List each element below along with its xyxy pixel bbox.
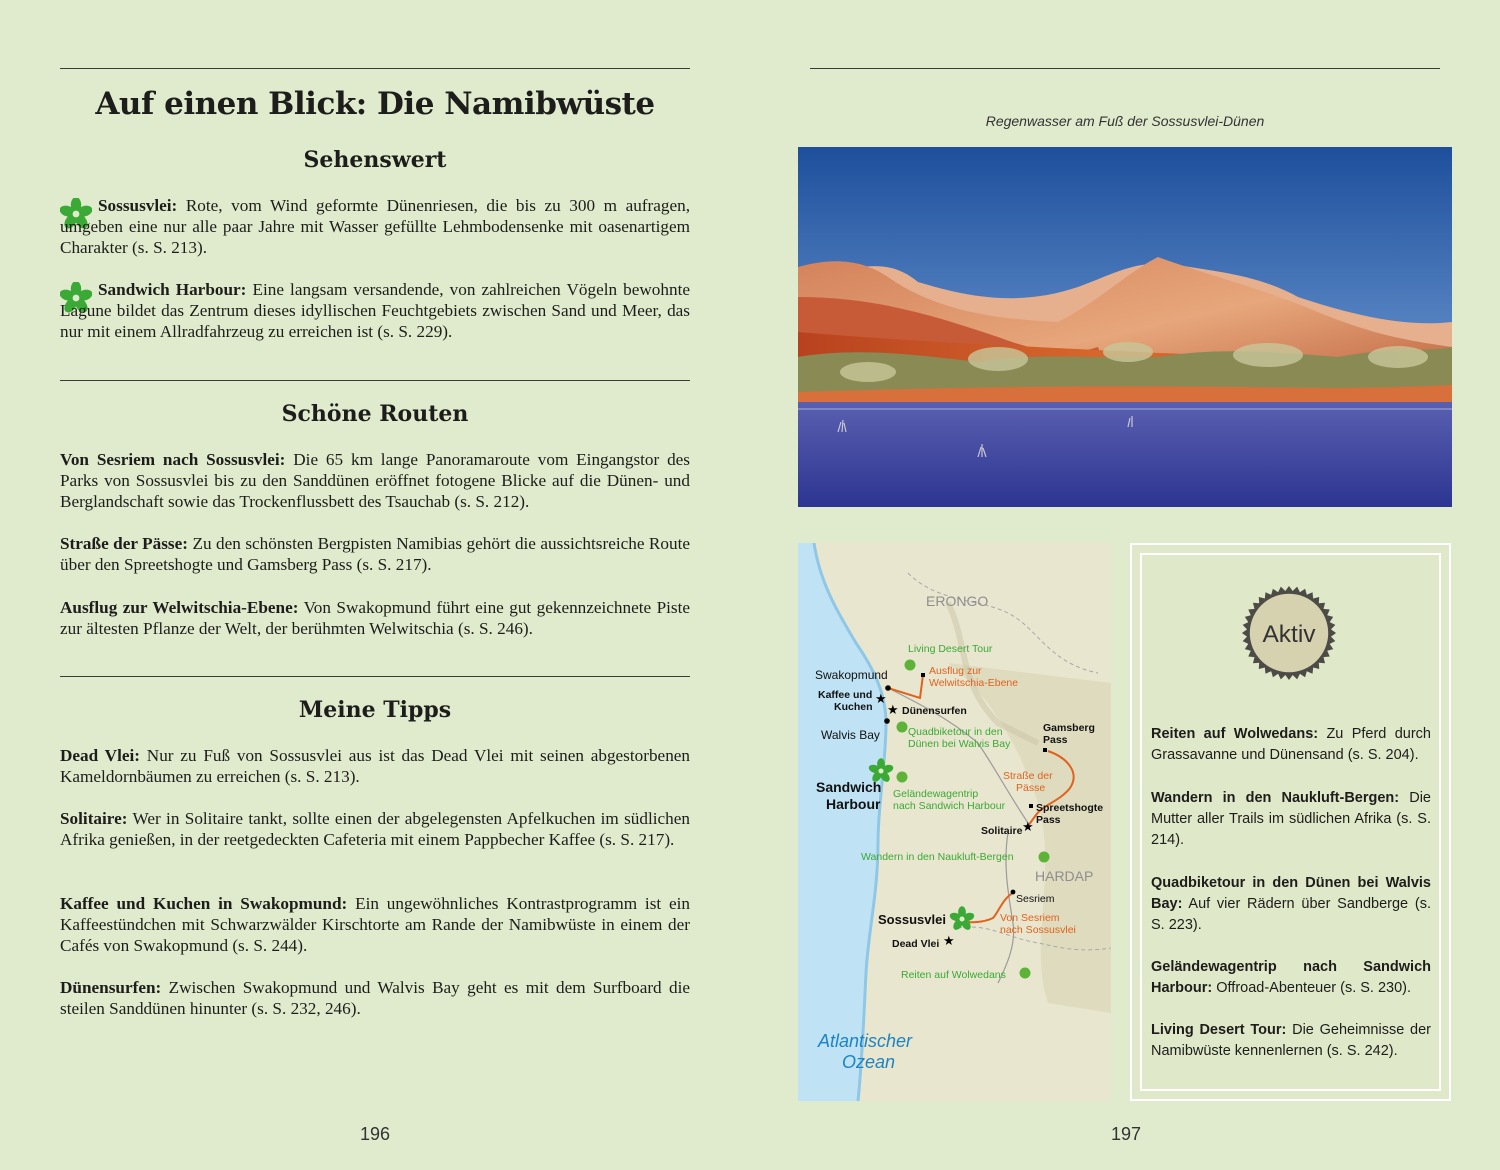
svg-text:★: ★ xyxy=(875,691,887,706)
item-text: Die 65 km lange Panoramaroute vom Eingangstor des Parks von Sossusvlei bis zu den Sanddünen eröffnet fotogene Blicke auf die Dünen- und Berglandschaft sowie das Trockenflussbett des Tsauchab (s. S. 212). xyxy=(60,450,690,511)
label-ocean-1: Atlantischer xyxy=(818,1031,913,1051)
label-strasse-2: Pässe xyxy=(1016,782,1046,794)
item-term: Living Desert Tour: xyxy=(1151,1022,1287,1038)
item-text: Auf vier Rädern über Sandberge (s. S. 223). xyxy=(1151,896,1431,933)
label-walvis-bay: Walvis Bay xyxy=(821,728,880,742)
label-naukluft: Wandern in den Naukluft-Bergen xyxy=(861,851,1014,863)
label-spreetshogte-2: Pass xyxy=(1036,814,1061,826)
label-gelaende-2: nach Sandwich Harbour xyxy=(893,800,1006,812)
item-text: Ein ungewöhnliches Kontrastprogramm ist ein Kaffeestündchen mit Schwarzwälder Kirschtorte am Rande der Namibwüste in einem der Cafés von Swakopmund (s. S. 244). xyxy=(60,894,690,955)
item-term: Ausflug zur Welwitschia-Ebene: xyxy=(60,598,299,617)
label-erongo: ERONGO xyxy=(926,593,989,609)
label-hardap: HARDAP xyxy=(1035,868,1094,884)
label-ocean-2: Ozean xyxy=(842,1052,896,1072)
dune-photo xyxy=(798,147,1452,507)
badge-label: Aktiv xyxy=(1262,620,1316,648)
heading-sehenswert: Sehenswert xyxy=(303,147,447,173)
item-text: Zwischen Swakopmund und Walvis Bay geht es mit dem Surfboard die steilen Sanddünen hinunter (s. S. 232, 246). xyxy=(60,978,690,1018)
heading-meine-tipps: Meine Tipps xyxy=(298,697,452,723)
item-text: Die Mutter aller Trails im südlichen Afrika (s. S. 214). xyxy=(1151,790,1431,848)
dot-gelaende xyxy=(897,772,908,783)
label-kaffee-2: Kuchen xyxy=(834,701,873,713)
label-dead-vlei: Dead Vlei xyxy=(892,938,940,950)
tipp-item xyxy=(60,893,690,956)
aktiv-badge xyxy=(1240,584,1338,682)
section-rule xyxy=(60,380,690,381)
svg-text:★: ★ xyxy=(943,933,955,948)
label-sesriem: Sesriem xyxy=(1016,893,1055,905)
item-term: Reiten auf Wolwedans: xyxy=(1151,726,1319,742)
pan-water xyxy=(798,402,1452,507)
route-item xyxy=(60,533,690,575)
item-term: Dead Vlei: xyxy=(60,746,140,765)
item-term: Quadbiketour in den Dünen bei Walvis Bay: xyxy=(1151,875,1431,912)
aktiv-item xyxy=(1151,873,1431,936)
item-text: Von Swakopmund führt eine gut gekennzeichnete Piste zur ältesten Pflanze der Welt, der berühmten Welwitschia (s. S. 246). xyxy=(60,598,690,638)
item-text: Zu Pferd durch Grassavanne und Dünensand (s. S. 204). xyxy=(1151,726,1431,763)
label-duenensurfen: Dünensurfen xyxy=(902,705,967,717)
top-rule-right xyxy=(810,68,1440,69)
item-text: Zu den schönsten Bergpisten Namibias gehört die aussichtsreiche Route über den Spreetshogte und Gamsberg Pass (s. S. 217). xyxy=(60,534,690,574)
tipp-item xyxy=(60,745,690,787)
label-sandwich-1: Sandwich xyxy=(816,779,882,795)
region-map xyxy=(798,543,1111,1101)
label-von-sesriem-1: Von Sesriem xyxy=(1000,912,1060,924)
item-term: Dünensurfen: xyxy=(60,978,162,997)
route-item xyxy=(60,449,690,512)
dot-quadbike xyxy=(897,722,908,733)
item-term: Straße der Pässe: xyxy=(60,534,188,553)
dot-naukluft xyxy=(1039,852,1050,863)
page-number-right: 197 xyxy=(1111,1124,1142,1144)
photo-caption: Regenwasser am Fuß der Sossusvlei-Dünen xyxy=(985,113,1265,129)
page-title: Auf einen Blick: Die Namibwüste xyxy=(95,86,655,122)
svg-text:★: ★ xyxy=(887,702,899,717)
svg-text:★: ★ xyxy=(1022,819,1034,834)
label-gamsberg-1: Gamsberg xyxy=(1043,722,1095,734)
label-sossusvlei: Sossusvlei xyxy=(878,912,946,927)
aktiv-item xyxy=(1151,1020,1431,1062)
label-quad-1: Quadbiketour in den xyxy=(908,726,1003,738)
aktiv-item xyxy=(1151,788,1431,851)
item-text: Rote, vom Wind geformte Dünenriesen, die bis zu 300 m aufragen, umgeben eine nur alle paar Jahre mit Wasser gefüllte Lehmbodensenke mit oasenartigem Charakter (s. S. 213). xyxy=(60,196,690,257)
label-wolwedans: Reiten auf Wolwedans xyxy=(901,969,1006,981)
label-solitaire: Solitaire xyxy=(981,825,1023,837)
item-term: Solitaire: xyxy=(60,809,128,828)
route-item xyxy=(60,597,690,639)
sehenswert-item-sandwich-harbour xyxy=(60,279,690,342)
item-text: Offroad-Abenteuer (s. S. 230). xyxy=(1212,980,1412,996)
item-text: Nur zu Fuß von Sossusvlei aus ist das Dead Vlei mit seinen abgestorbenen Kameldornbäumen zu erreichen (s. S. 213). xyxy=(60,746,691,786)
dot-living-desert xyxy=(905,660,916,671)
tipp-item xyxy=(60,977,690,1019)
page-number-left: 196 xyxy=(360,1124,391,1144)
item-term: Kaffee und Kuchen in Swakopmund: xyxy=(60,894,348,913)
label-ausflug-2: Welwitschia-Ebene xyxy=(929,677,1019,689)
label-gamsberg-2: Pass xyxy=(1043,734,1068,746)
label-ausflug-1: Ausflug zur xyxy=(929,665,982,677)
label-living-desert: Living Desert Tour xyxy=(908,643,993,655)
tipp-item xyxy=(60,808,690,850)
label-sandwich-2: Harbour xyxy=(826,796,881,812)
aktiv-item xyxy=(1151,957,1431,999)
label-von-sesriem-2: nach Sossusvlei xyxy=(1000,924,1076,936)
label-spreetshogte-1: Spreetshogte xyxy=(1036,802,1104,814)
item-term: Geländewagentrip nach Sandwich Harbour: xyxy=(1151,959,1431,996)
item-text: Die Geheimnisse der Namibwüste kennenlernen (s. S. 242). xyxy=(1151,1022,1431,1059)
section-rule xyxy=(60,676,690,677)
item-term: Sossusvlei: xyxy=(98,196,178,215)
item-text: Eine langsam versandende, von zahlreichen Vögeln bewohnte Lagune bildet das Zentrum dieses idyllischen Feuchtgebiets zwischen Sand und Meer, das nur mit einem Allradfahrzeug zu erreichen ist (s. S. 229). xyxy=(60,280,690,341)
sehenswert-item-sossusvlei xyxy=(60,195,690,258)
label-quad-2: Dünen bei Walvis Bay xyxy=(908,738,1011,750)
aktiv-item xyxy=(1151,724,1431,766)
item-term: Von Sesriem nach Sossusvlei: xyxy=(60,450,286,469)
heading-schoene-routen: Schöne Routen xyxy=(281,401,469,427)
item-text: Wer in Solitaire tankt, sollte einen der abgelegensten Apfelkuchen im südlichen Afrika genießen, in der reetgedeckten Cafeteria mit einem Pappbecher Kaffee (s. S. 217). xyxy=(60,809,690,849)
top-rule-left xyxy=(60,68,690,69)
dot-wolwedans xyxy=(1020,968,1031,979)
label-swakopmund: Swakopmund xyxy=(815,668,888,682)
label-gelaende-1: Geländewagentrip xyxy=(893,788,979,800)
item-term: Sandwich Harbour: xyxy=(98,280,247,299)
label-strasse-1: Straße der xyxy=(1003,770,1053,782)
item-term: Wandern in den Naukluft-Bergen: xyxy=(1151,790,1400,806)
label-kaffee-1: Kaffee und xyxy=(818,689,873,701)
